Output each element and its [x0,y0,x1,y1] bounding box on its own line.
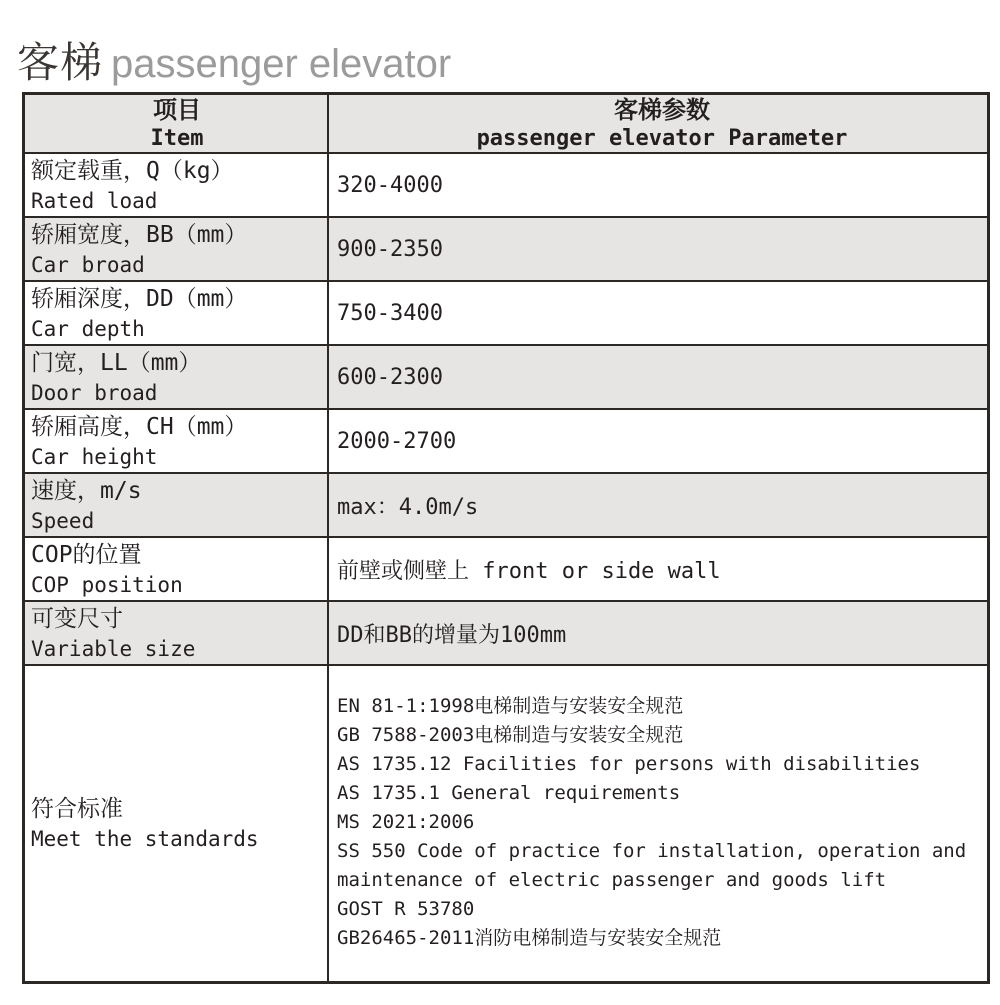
row-label-cell [25,410,329,472]
row-label-zh: 可变尺寸 [31,605,123,632]
page-title-en: passenger elevator [111,42,452,86]
header-item-en: Item [150,126,204,151]
standards-line: MS 2021:2006 [337,811,475,833]
row-label-cell [25,218,329,280]
row-label-cell [25,346,329,408]
standards-label-en: Meet the standards [31,827,259,851]
row-value: 600-2300 [337,364,443,390]
row-label-en: Variable size [31,636,196,661]
row-label-cell [25,154,329,216]
standards-list-cell [329,666,987,981]
row-label-zh: 速度，m/s [31,477,142,504]
row-value: 900-2350 [337,236,443,262]
row-label-zh: 轿厢宽度，BB（mm） [31,221,248,248]
row-label-en: Door broad [31,380,158,405]
spec-table [22,92,990,984]
table-row-variable-size [25,602,987,666]
row-value-cell [329,474,987,536]
row-label-cell [25,474,329,536]
header-item-cell [25,95,329,152]
row-value-cell [329,154,987,216]
header-parameter-zh: 客梯参数 [614,96,710,124]
table-row-cop-position [25,538,987,602]
table-row-door-broad [25,346,987,410]
row-value: 2000-2700 [337,428,457,454]
header-parameter-en: passenger elevator Parameter [476,126,848,151]
row-value: 前壁或侧壁上 front or side wall [337,558,721,584]
standards-line: EN 81-1:1998电梯制造与安装安全规范 [337,695,684,717]
row-label-en: Car height [31,444,158,469]
row-label-cell [25,538,329,600]
row-value-cell [329,602,987,664]
row-value: 320-4000 [337,172,443,198]
table-row-standards [25,666,987,981]
row-value-cell [329,282,987,344]
standards-line: SS 550 Code of practice for installation, operation and [337,840,967,862]
header-parameter-cell [329,95,987,152]
row-label-en: COP position [31,572,183,597]
table-row-car-broad [25,218,987,282]
row-label-en: Rated load [31,188,158,213]
standards-line: AS 1735.1 General requirements [337,782,681,804]
standards-line: GOST R 53780 [337,898,475,920]
page-title-zh: 客梯 [17,39,104,86]
table-header-row [25,95,987,154]
row-value: max：4.0m/s [337,494,479,520]
table-row-speed [25,474,987,538]
page-title [17,30,451,90]
row-label-cell [25,282,329,344]
row-value: 750-3400 [337,300,443,326]
row-value-cell [329,346,987,408]
row-value-cell [329,538,987,600]
row-label-zh: COP的位置 [31,541,142,568]
standards-label-zh: 符合标准 [31,796,123,822]
standards-line: AS 1735.12 Facilities for persons with disabilities [337,753,921,775]
row-label-zh: 轿厢高度，CH（mm） [31,413,248,440]
row-value-cell [329,410,987,472]
row-label-cell [25,602,329,664]
row-label-en: Speed [31,508,95,533]
table-row-car-height [25,410,987,474]
header-item-zh: 项目 [153,96,201,124]
standards-line: GB 7588-2003电梯制造与安装安全规范 [337,724,684,746]
row-label-zh: 轿厢深度，DD（mm） [31,285,248,312]
row-value-cell [329,218,987,280]
row-value: DD和BB的增量为100mm [337,622,567,648]
row-label-zh: 门宽，LL（mm） [31,349,202,376]
row-label-en: Car depth [31,316,145,341]
table-row-rated-load [25,154,987,218]
row-label-en: Car broad [31,252,145,277]
standards-line: GB26465-2011消防电梯制造与安装安全规范 [337,927,722,949]
standards-label-cell [25,666,329,981]
row-label-zh: 额定载重，Q（kg） [31,157,234,184]
standards-line: maintenance of electric passenger and goods lift [337,869,887,891]
table-row-car-depth [25,282,987,346]
